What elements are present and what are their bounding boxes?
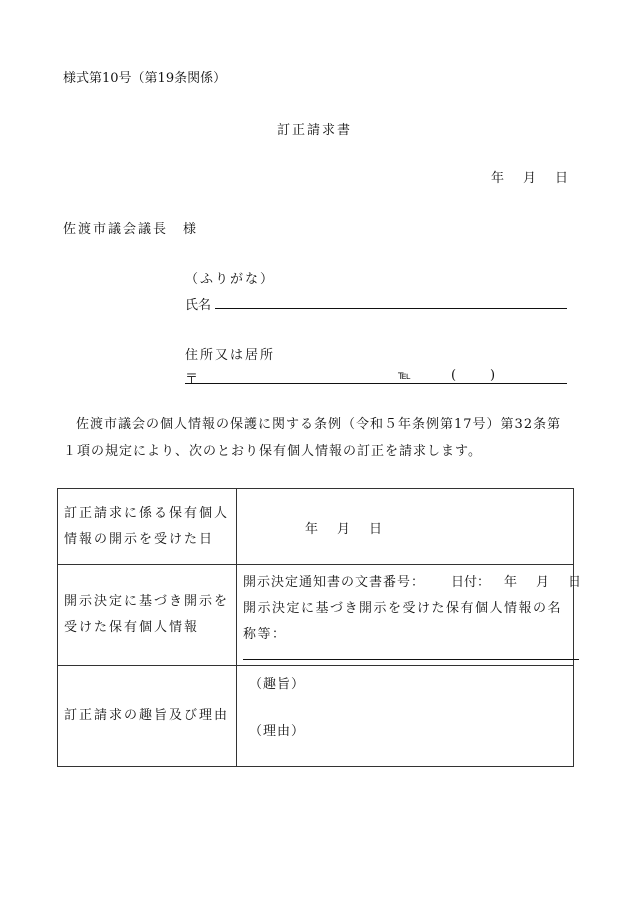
row3-label: 訂正請求の趣旨及び理由 [58,666,237,767]
purpose-label: （趣旨） [249,677,306,692]
row2-date-label: 日付： [451,575,491,590]
reason-label: （理由） [249,724,306,739]
row2-year-label: 年 [504,575,518,590]
table-row-purpose-reason [58,666,574,767]
info-name-label-2: 称等： [243,627,287,642]
row1-label: 訂正請求に係る保有個人情報の開示を受けた日 [58,489,237,565]
doc-number-label: 開示決定通知書の文書番号： [243,575,426,590]
row3-value-cell[interactable] [237,666,574,767]
request-body-text: 佐渡市議会の個人情報の保護に関する条例（令和５年条例第17号）第32条第１項の規定により、次のとおり保有個人情報の訂正を請求します。 [63,417,562,459]
tel-paren-open: ( [451,368,457,383]
tel-mark: ℡ [398,368,411,382]
date-month-label: 月 [523,171,537,186]
row2-day-label: 日 [568,575,582,590]
table-row-disclosed-info [58,565,574,666]
name-field[interactable] [215,308,567,309]
row1-day-label: 日 [369,522,383,537]
row2-value-cell[interactable] [237,565,582,666]
postal-mark: 〒 [185,372,199,387]
document-title: 訂正請求書 [277,123,353,138]
address-field[interactable] [185,383,567,384]
info-name-field[interactable] [243,659,579,660]
addressee: 佐渡市議会議長 様 [63,222,199,237]
tel-paren-close: ) [490,368,496,383]
request-table [57,488,582,767]
info-name-label-1: 開示決定に基づき開示を受けた保有個人情報の名 [243,601,563,616]
date-year-label: 年 [491,171,505,186]
row1-year-label: 年 [305,522,319,537]
form-number: 様式第10号（第19条関係） [63,71,227,86]
row1-month-label: 月 [337,522,351,537]
furigana-label: （ふりがな） [185,272,276,287]
date-day-label: 日 [555,171,569,186]
name-label: 氏名 [185,298,212,313]
row1-value-cell[interactable] [237,489,574,565]
table-row-disclosure-date [58,489,574,565]
address-label: 住所又は居所 [185,348,276,363]
row2-label: 開示決定に基づき開示を受けた保有個人情報 [58,565,237,666]
row2-month-label: 月 [536,575,550,590]
